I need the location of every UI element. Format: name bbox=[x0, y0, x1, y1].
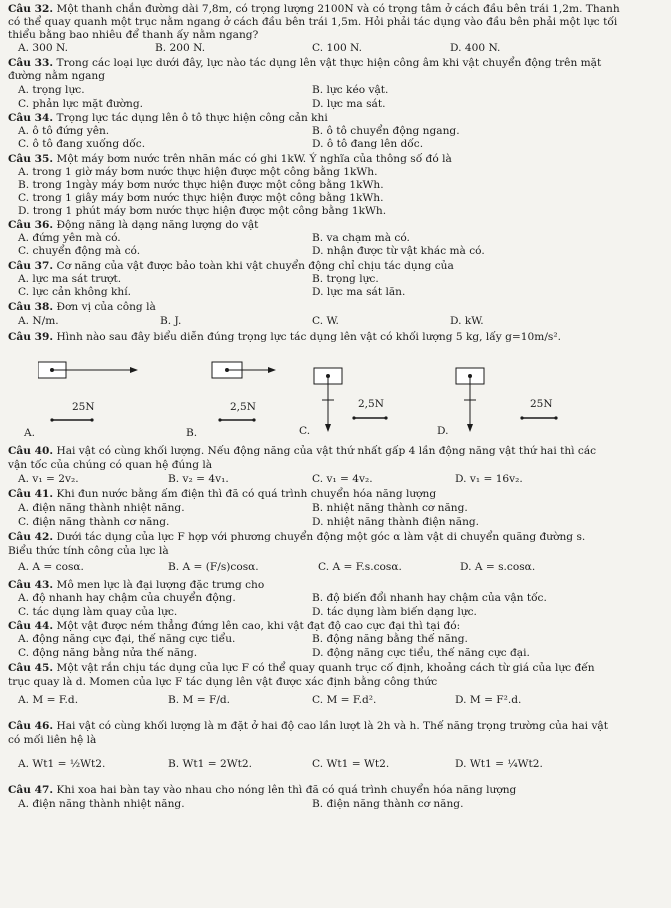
q43-option-b: B. độ biến đổi nhanh hay chậm của vận tốc. bbox=[312, 592, 547, 604]
question-37-line-1: Câu 37. Cơ năng của vật được bảo toàn khi vật chuyển động chỉ chịu tác dụng của bbox=[8, 260, 454, 272]
q33-option-c: C. phản lực mặt đường. bbox=[18, 98, 144, 110]
q47-option-a: A. điện năng thành nhiệt năng. bbox=[18, 798, 185, 810]
figure-c-label: 2,5N bbox=[358, 398, 384, 410]
q38-option-c: C. W. bbox=[312, 315, 339, 327]
question-47-line-1: Câu 47. Khi xoa hai bàn tay vào nhau cho nóng lên thì đã có quá trình chuyển hóa năng lượng bbox=[8, 784, 517, 796]
question-43-line-1: Câu 43. Mô men lực là đại lượng đặc trưng cho bbox=[8, 579, 265, 591]
question-40-line-2: vận tốc của chúng có quan hệ đúng là bbox=[8, 459, 213, 471]
q40-option-d: D. v₁ = 16v₂. bbox=[455, 473, 523, 485]
q44-option-a: A. động năng cực đại, thế năng cực tiểu. bbox=[18, 633, 236, 645]
question-33-line-1: Câu 33. Trong các loại lực dưới đây, lực nào tác dụng lên vật thực hiện công âm khi vật chuyển động trên mặt bbox=[8, 57, 602, 69]
q38-option-a: A. N/m. bbox=[18, 315, 59, 327]
q32-option-b: B. 200 N. bbox=[155, 42, 206, 54]
q39-option-a: A. bbox=[24, 427, 36, 439]
q34-option-d: D. ô tô đang lên dốc. bbox=[312, 138, 424, 150]
q37-option-a: A. lực ma sát trượt. bbox=[18, 273, 122, 285]
q37-option-c: C. lực cản không khí. bbox=[18, 286, 132, 298]
question-42-line-1: Câu 42. Dưới tác dụng của lực F hợp với phương chuyển động một góc α làm vật di chuyển quãng đường s. bbox=[8, 531, 586, 543]
question-40-line-1: Câu 40. Hai vật có cùng khối lượng. Nếu động năng của vật thứ nhất gấp 4 lần động năng vật thứ hai thì các bbox=[8, 445, 597, 457]
figure-a bbox=[38, 358, 148, 438]
q32-option-d: D. 400 N. bbox=[450, 42, 501, 54]
figure-d bbox=[436, 352, 566, 438]
q37-option-b: B. trọng lực. bbox=[312, 273, 379, 285]
q43-option-d: D. tác dụng làm biến dạng lực. bbox=[312, 606, 477, 618]
q39-option-c: C. bbox=[299, 425, 311, 437]
q33-option-d: D. lực ma sát. bbox=[312, 98, 386, 110]
question-45-line-1: Câu 45. Một vật rắn chịu tác dụng của lực F có thể quay quanh trục cố định, khoảng cách từ giá của lực đến bbox=[8, 662, 595, 674]
q40-option-c: C. v₁ = 4v₂. bbox=[312, 473, 373, 485]
question-39-line-1: Câu 39. Hình nào sau đây biểu diễn đúng trọng lực tác dụng lên vật có khối lượng 5 kg, lấy g=10m/s². bbox=[8, 331, 561, 343]
q36-option-a: A. đứng yên mà có. bbox=[18, 232, 121, 244]
question-32-line-3: thiểu bằng bao nhiêu để thanh ấy nằm ngang? bbox=[8, 29, 259, 41]
q47-option-b: B. điện năng thành cơ năng. bbox=[312, 798, 464, 810]
q38-option-b: B. J. bbox=[160, 315, 182, 327]
question-42-line-2: Biểu thức tính công của lực là bbox=[8, 545, 169, 557]
q36-option-d: D. nhận được từ vật khác mà có. bbox=[312, 245, 485, 257]
question-44-line-1: Câu 44. Một vật được ném thẳng đứng lên cao, khi vật đạt độ cao cực đại thì tại đó: bbox=[8, 620, 461, 632]
question-41-line-1: Câu 41. Khi đun nước bằng ấm điện thì đã có quá trình chuyển hóa năng lượng bbox=[8, 488, 437, 500]
question-46-line-2: có mối liên hệ là bbox=[8, 734, 97, 746]
q35-option-c: C. trong 1 giây máy bơm nước thực hiện được một công bằng 1kWh. bbox=[18, 192, 384, 204]
q45-option-a: A. M = F.d. bbox=[18, 694, 79, 706]
question-35-line-1: Câu 35. Một máy bơm nước trên nhãn mác có ghi 1kW. Ý nghĩa của thông số đó là bbox=[8, 153, 452, 165]
q32-option-a: A. 300 N. bbox=[18, 42, 68, 54]
q34-option-b: B. ô tô chuyển động ngang. bbox=[312, 125, 460, 137]
q36-option-c: C. chuyển động mà có. bbox=[18, 245, 141, 257]
q35-option-d: D. trong 1 phút máy bơm nước thực hiện được một công bằng 1kWh. bbox=[18, 205, 387, 217]
question-38-line-1: Câu 38. Đơn vị của công là bbox=[8, 301, 156, 313]
q33-option-a: A. trọng lực. bbox=[18, 84, 85, 96]
q46-option-c: C. Wt1 = Wt2. bbox=[312, 758, 390, 770]
q34-option-a: A. ô tô đứng yên. bbox=[18, 125, 110, 137]
q40-option-b: B. v₂ = 4v₁. bbox=[168, 473, 229, 485]
q42-option-b: B. A = (F/s)cosα. bbox=[168, 561, 259, 573]
q42-option-a: A. A = cosα. bbox=[18, 561, 84, 573]
q34-option-c: C. ô tô đang xuống dốc. bbox=[18, 138, 146, 150]
q43-option-c: C. tác dụng làm quay của lực. bbox=[18, 606, 178, 618]
question-32-line-1: Câu 32. Một thanh chắn đường dài 7,8m, có trọng lượng 2100N và có trọng tâm ở cách đầu bên trái 1,2m. Thanh bbox=[8, 3, 620, 15]
q39-option-b: B. bbox=[186, 427, 198, 439]
q41-option-c: C. điện năng thành cơ năng. bbox=[18, 516, 170, 528]
figure-b-label: 2,5N bbox=[230, 401, 256, 413]
q32-option-c: C. 100 N. bbox=[312, 42, 363, 54]
figure-d-label: 25N bbox=[530, 398, 553, 410]
q46-option-b: B. Wt1 = 2Wt2. bbox=[168, 758, 253, 770]
figure-b bbox=[198, 358, 311, 438]
question-34-line-1: Câu 34. Trọng lực tác dụng lên ô tô thực hiện công cản khi bbox=[8, 112, 328, 124]
question-33-line-2: đường nằm ngang bbox=[8, 70, 106, 82]
q33-option-b: B. lực kéo vật. bbox=[312, 84, 389, 96]
q36-option-b: B. va chạm mà có. bbox=[312, 232, 410, 244]
question-45-line-2: trục quay là d. Momen của lực F tác dụng lên vật được xác định bằng công thức bbox=[8, 676, 438, 688]
q35-option-a: A. trong 1 giờ máy bơm nước thực hiện được một công bằng 1kWh. bbox=[18, 166, 378, 178]
q35-option-b: B. trong 1ngày máy bơm nước thực hiện được một công bằng 1kWh. bbox=[18, 179, 384, 191]
q44-option-c: C. động năng bằng nửa thế năng. bbox=[18, 647, 198, 659]
q41-option-a: A. điện năng thành nhiệt năng. bbox=[18, 502, 185, 514]
q41-option-d: D. nhiệt năng thành điện năng. bbox=[312, 516, 480, 528]
q42-option-c: C. A = F.s.cosα. bbox=[318, 561, 402, 573]
q40-option-a: A. v₁ = 2v₂. bbox=[18, 473, 79, 485]
q45-option-b: B. M = F/d. bbox=[168, 694, 231, 706]
q37-option-d: D. lực ma sát lăn. bbox=[312, 286, 406, 298]
q39-option-d: D. bbox=[437, 425, 449, 437]
question-36-line-1: Câu 36. Động năng là dạng năng lượng do vật bbox=[8, 219, 259, 231]
q45-option-d: D. M = F².d. bbox=[455, 694, 522, 706]
q44-option-d: D. động năng cực tiểu, thế năng cực đại. bbox=[312, 647, 530, 659]
q46-option-d: D. Wt1 = ¼Wt2. bbox=[455, 758, 543, 770]
q43-option-a: A. độ nhanh hay chậm của chuyển động. bbox=[18, 592, 236, 604]
q42-option-d: D. A = s.cosα. bbox=[460, 561, 536, 573]
q44-option-b: B. động năng bằng thế năng. bbox=[312, 633, 468, 645]
q41-option-b: B. nhiệt năng thành cơ năng. bbox=[312, 502, 468, 514]
figure-c bbox=[302, 352, 412, 438]
question-46-line-1: Câu 46. Hai vật có cùng khối lượng là m đặt ở hai độ cao lần lượt là 2h và h. Thế năng trọng trường của hai vật bbox=[8, 720, 609, 732]
q46-option-a: A. Wt1 = ½Wt2. bbox=[18, 758, 106, 770]
question-32-line-2: có thể quay quanh một trục nằm ngang ở cách đầu bên trái 1,5m. Hỏi phải tác dụng vào đầu bên phải một lực tối bbox=[8, 16, 618, 28]
figure-a-label: 25N bbox=[72, 401, 95, 413]
q38-option-d: D. kW. bbox=[450, 315, 484, 327]
q45-option-c: C. M = F.d². bbox=[312, 694, 377, 706]
